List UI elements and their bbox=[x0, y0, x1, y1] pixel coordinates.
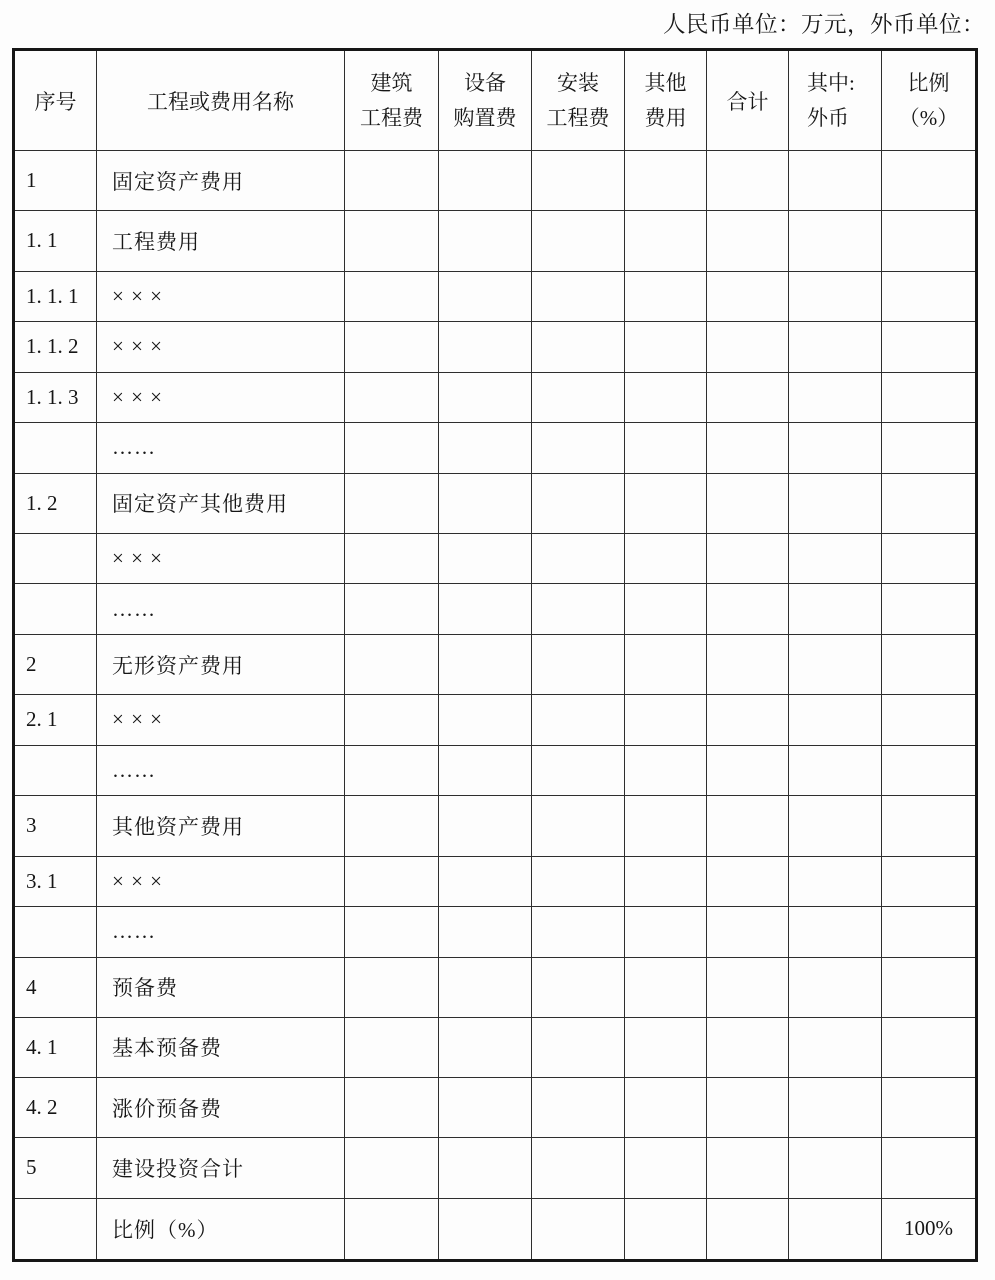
cell-other bbox=[625, 211, 707, 271]
cell-equipment bbox=[439, 322, 532, 373]
cell-construction bbox=[345, 423, 439, 474]
cell-other bbox=[625, 533, 707, 584]
cell-foreign bbox=[789, 695, 882, 746]
cell-no: 4. 2 bbox=[14, 1078, 97, 1138]
cell-name: …… bbox=[97, 423, 345, 474]
table-row bbox=[14, 796, 977, 856]
cell-construction bbox=[345, 211, 439, 271]
cell-installation bbox=[532, 423, 625, 474]
table-row bbox=[14, 856, 977, 907]
cell-foreign bbox=[789, 211, 882, 271]
cell-installation bbox=[532, 695, 625, 746]
cell-construction bbox=[345, 584, 439, 635]
table-row bbox=[14, 695, 977, 746]
cell-other bbox=[625, 856, 707, 907]
cell-installation bbox=[532, 1017, 625, 1077]
cell-equipment bbox=[439, 584, 532, 635]
cell-construction bbox=[345, 695, 439, 746]
cell-other bbox=[625, 907, 707, 958]
table-row bbox=[14, 1078, 977, 1138]
col-header-construction-line1: 建筑 bbox=[370, 70, 413, 95]
cell-construction bbox=[345, 1078, 439, 1138]
cell-total bbox=[707, 211, 789, 271]
cell-foreign bbox=[789, 584, 882, 635]
cell-construction bbox=[345, 796, 439, 856]
cell-equipment bbox=[439, 1198, 532, 1260]
cell-foreign bbox=[789, 372, 882, 423]
cell-name: 其他资产费用 bbox=[97, 796, 345, 856]
cell-construction bbox=[345, 151, 439, 211]
cell-equipment bbox=[439, 695, 532, 746]
col-header-other-line1: 其他 bbox=[644, 70, 687, 95]
cell-other bbox=[625, 957, 707, 1017]
cell-name: 固定资产费用 bbox=[97, 151, 345, 211]
cell-construction bbox=[345, 1138, 439, 1198]
cell-construction bbox=[345, 533, 439, 584]
cell-ratio bbox=[882, 1017, 977, 1077]
col-header-foreign-line1: 其中: bbox=[807, 70, 855, 95]
col-header-name: 工程或费用名称 bbox=[97, 50, 345, 151]
cell-foreign bbox=[789, 745, 882, 796]
investment-estimate-table bbox=[12, 48, 978, 1262]
table-body bbox=[14, 151, 977, 1261]
cell-ratio bbox=[882, 695, 977, 746]
table-row bbox=[14, 1198, 977, 1260]
cell-equipment bbox=[439, 957, 532, 1017]
cell-ratio bbox=[882, 796, 977, 856]
cell-name: × × × bbox=[97, 271, 345, 322]
cell-construction bbox=[345, 745, 439, 796]
cell-total bbox=[707, 322, 789, 373]
cell-equipment bbox=[439, 745, 532, 796]
col-header-installation bbox=[532, 50, 625, 151]
cell-total bbox=[707, 634, 789, 694]
cell-no: 1. 1. 2 bbox=[14, 322, 97, 373]
cell-total bbox=[707, 473, 789, 533]
table-row bbox=[14, 1017, 977, 1077]
table-row bbox=[14, 271, 977, 322]
cell-foreign bbox=[789, 1138, 882, 1198]
cell-installation bbox=[532, 533, 625, 584]
cell-installation bbox=[532, 907, 625, 958]
cell-foreign bbox=[789, 634, 882, 694]
cell-name: 涨价预备费 bbox=[97, 1078, 345, 1138]
cell-no: 2. 1 bbox=[14, 695, 97, 746]
cell-installation bbox=[532, 1078, 625, 1138]
cell-installation bbox=[532, 634, 625, 694]
cell-foreign bbox=[789, 533, 882, 584]
cell-total bbox=[707, 856, 789, 907]
cell-installation bbox=[532, 1138, 625, 1198]
cell-installation bbox=[532, 322, 625, 373]
cell-ratio bbox=[882, 473, 977, 533]
currency-unit-caption: 人民币单位：万元，外币单位： bbox=[662, 12, 985, 37]
table-row bbox=[14, 211, 977, 271]
cell-name: × × × bbox=[97, 695, 345, 746]
cell-name: …… bbox=[97, 745, 345, 796]
cell-equipment bbox=[439, 856, 532, 907]
col-header-foreign bbox=[789, 50, 882, 151]
col-header-installation-line1: 安装 bbox=[557, 70, 599, 95]
col-header-foreign-line2: 外币 bbox=[807, 105, 849, 130]
cell-construction bbox=[345, 322, 439, 373]
cell-ratio bbox=[882, 533, 977, 584]
cell-foreign bbox=[789, 151, 882, 211]
cell-no bbox=[14, 745, 97, 796]
cell-foreign bbox=[789, 423, 882, 474]
cell-total bbox=[707, 957, 789, 1017]
cell-no bbox=[14, 907, 97, 958]
cell-ratio bbox=[882, 211, 977, 271]
col-header-ratio bbox=[882, 50, 977, 151]
cell-total bbox=[707, 1138, 789, 1198]
cell-equipment bbox=[439, 271, 532, 322]
cell-name: × × × bbox=[97, 533, 345, 584]
cell-other bbox=[625, 151, 707, 211]
cell-total bbox=[707, 372, 789, 423]
cell-total bbox=[707, 907, 789, 958]
cell-name: 建设投资合计 bbox=[97, 1138, 345, 1198]
cell-no: 3. 1 bbox=[14, 856, 97, 907]
cell-no: 1. 1. 3 bbox=[14, 372, 97, 423]
cell-ratio bbox=[882, 957, 977, 1017]
cell-no bbox=[14, 423, 97, 474]
cell-equipment bbox=[439, 796, 532, 856]
cell-name: × × × bbox=[97, 322, 345, 373]
cell-other bbox=[625, 423, 707, 474]
cell-ratio bbox=[882, 907, 977, 958]
table-row bbox=[14, 473, 977, 533]
cell-total bbox=[707, 1198, 789, 1260]
table-row bbox=[14, 584, 977, 635]
cell-ratio bbox=[882, 322, 977, 373]
cell-foreign bbox=[789, 1017, 882, 1077]
cell-total bbox=[707, 695, 789, 746]
cell-foreign bbox=[789, 796, 882, 856]
cell-name: …… bbox=[97, 584, 345, 635]
cell-foreign bbox=[789, 322, 882, 373]
cell-ratio bbox=[882, 151, 977, 211]
cell-foreign bbox=[789, 957, 882, 1017]
col-header-construction-line2: 工程费 bbox=[360, 105, 423, 130]
cell-no: 1. 1. 1 bbox=[14, 271, 97, 322]
cell-other bbox=[625, 634, 707, 694]
cell-other bbox=[625, 322, 707, 373]
cell-ratio bbox=[882, 745, 977, 796]
cell-no: 1. 2 bbox=[14, 473, 97, 533]
table-row bbox=[14, 423, 977, 474]
col-header-ratio-line2: （%） bbox=[898, 105, 959, 130]
cell-equipment bbox=[439, 1078, 532, 1138]
cell-ratio bbox=[882, 584, 977, 635]
col-header-other-line2: 费用 bbox=[644, 105, 687, 130]
cell-ratio bbox=[882, 423, 977, 474]
table-row bbox=[14, 907, 977, 958]
cell-other bbox=[625, 796, 707, 856]
cell-installation bbox=[532, 856, 625, 907]
cell-installation bbox=[532, 271, 625, 322]
col-header-installation-line2: 工程费 bbox=[546, 105, 610, 130]
cell-no bbox=[14, 584, 97, 635]
cell-construction bbox=[345, 372, 439, 423]
col-header-other bbox=[625, 50, 707, 151]
cell-construction bbox=[345, 473, 439, 533]
cell-construction bbox=[345, 1017, 439, 1077]
table-row bbox=[14, 372, 977, 423]
cell-ratio bbox=[882, 271, 977, 322]
cell-other bbox=[625, 271, 707, 322]
cell-name: × × × bbox=[97, 856, 345, 907]
cell-ratio bbox=[882, 1078, 977, 1138]
cell-name: …… bbox=[97, 907, 345, 958]
cell-name: 比例（%） bbox=[97, 1198, 345, 1260]
cell-equipment bbox=[439, 533, 532, 584]
cell-construction bbox=[345, 1198, 439, 1260]
col-header-no: 序号 bbox=[14, 50, 97, 151]
cell-no: 4. 1 bbox=[14, 1017, 97, 1077]
cell-name: 工程费用 bbox=[97, 211, 345, 271]
cell-no bbox=[14, 533, 97, 584]
cell-equipment bbox=[439, 907, 532, 958]
col-header-ratio-line1: 比例 bbox=[907, 70, 950, 95]
cell-installation bbox=[532, 372, 625, 423]
cell-other bbox=[625, 1017, 707, 1077]
cell-no bbox=[14, 1198, 97, 1260]
cell-construction bbox=[345, 907, 439, 958]
cell-equipment bbox=[439, 211, 532, 271]
cell-construction bbox=[345, 634, 439, 694]
cell-total bbox=[707, 1078, 789, 1138]
cell-installation bbox=[532, 957, 625, 1017]
cell-foreign bbox=[789, 271, 882, 322]
cell-ratio: 100% bbox=[882, 1198, 977, 1260]
cell-name: 无形资产费用 bbox=[97, 634, 345, 694]
cell-ratio bbox=[882, 1138, 977, 1198]
cell-other bbox=[625, 745, 707, 796]
cell-installation bbox=[532, 211, 625, 271]
cell-equipment bbox=[439, 634, 532, 694]
cell-other bbox=[625, 372, 707, 423]
table-row bbox=[14, 1138, 977, 1198]
cell-equipment bbox=[439, 423, 532, 474]
cell-installation bbox=[532, 796, 625, 856]
cell-no: 3 bbox=[14, 796, 97, 856]
cell-no: 4 bbox=[14, 957, 97, 1017]
cell-total bbox=[707, 1017, 789, 1077]
cell-construction bbox=[345, 957, 439, 1017]
cell-foreign bbox=[789, 856, 882, 907]
cell-name: × × × bbox=[97, 372, 345, 423]
cell-total bbox=[707, 584, 789, 635]
cell-other bbox=[625, 1138, 707, 1198]
cell-no: 2 bbox=[14, 634, 97, 694]
cell-equipment bbox=[439, 473, 532, 533]
cell-other bbox=[625, 584, 707, 635]
cell-ratio bbox=[882, 856, 977, 907]
cell-installation bbox=[532, 745, 625, 796]
cell-foreign bbox=[789, 1198, 882, 1260]
header-row bbox=[14, 50, 977, 151]
table-row bbox=[14, 957, 977, 1017]
table-row bbox=[14, 533, 977, 584]
cell-equipment bbox=[439, 151, 532, 211]
cell-construction bbox=[345, 271, 439, 322]
cell-total bbox=[707, 271, 789, 322]
cell-construction bbox=[345, 856, 439, 907]
cell-name: 基本预备费 bbox=[97, 1017, 345, 1077]
cell-other bbox=[625, 1078, 707, 1138]
cell-ratio bbox=[882, 372, 977, 423]
cell-other bbox=[625, 1198, 707, 1260]
cell-installation bbox=[532, 1198, 625, 1260]
cell-total bbox=[707, 796, 789, 856]
cell-installation bbox=[532, 151, 625, 211]
cell-other bbox=[625, 695, 707, 746]
col-header-construction bbox=[345, 50, 439, 151]
cell-total bbox=[707, 745, 789, 796]
col-header-equipment-line1: 设备 bbox=[464, 70, 506, 95]
cell-no: 1. 1 bbox=[14, 211, 97, 271]
col-header-equipment bbox=[439, 50, 532, 151]
cell-equipment bbox=[439, 372, 532, 423]
cell-other bbox=[625, 473, 707, 533]
cell-ratio bbox=[882, 634, 977, 694]
col-header-total: 合计 bbox=[707, 50, 789, 151]
cell-total bbox=[707, 151, 789, 211]
cell-foreign bbox=[789, 907, 882, 958]
cell-installation bbox=[532, 473, 625, 533]
cell-total bbox=[707, 423, 789, 474]
cell-equipment bbox=[439, 1138, 532, 1198]
cell-equipment bbox=[439, 1017, 532, 1077]
cell-total bbox=[707, 533, 789, 584]
table-row bbox=[14, 151, 977, 211]
cell-installation bbox=[532, 584, 625, 635]
cell-foreign bbox=[789, 473, 882, 533]
cell-name: 固定资产其他费用 bbox=[97, 473, 345, 533]
col-header-equipment-line2: 购置费 bbox=[453, 105, 517, 130]
cell-no: 1 bbox=[14, 151, 97, 211]
table-row bbox=[14, 634, 977, 694]
cell-foreign bbox=[789, 1078, 882, 1138]
cell-name: 预备费 bbox=[97, 957, 345, 1017]
cell-no: 5 bbox=[14, 1138, 97, 1198]
table-row bbox=[14, 322, 977, 373]
table-row bbox=[14, 745, 977, 796]
